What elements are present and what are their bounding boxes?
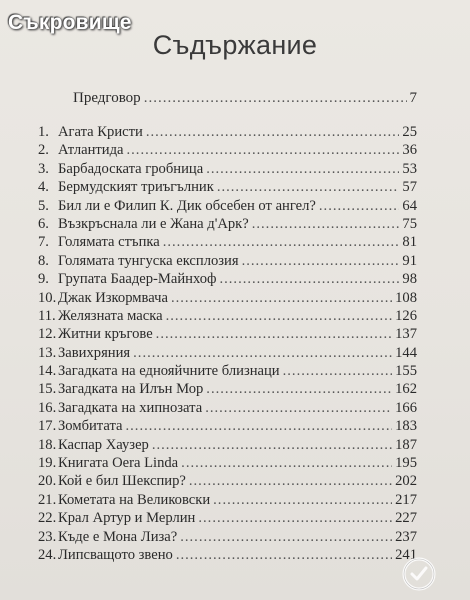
entry-number: 11. <box>38 307 56 324</box>
entry-page: 241 <box>395 546 417 563</box>
dot-leader <box>217 179 400 196</box>
dot-leader <box>127 142 400 159</box>
entry-number: 24. <box>38 546 57 563</box>
entry-title: Крал Артур и Мерлин <box>58 510 196 527</box>
toc-entry <box>38 547 417 565</box>
toc-entry <box>38 510 417 528</box>
dot-leader <box>133 345 392 362</box>
dot-leader <box>152 437 392 454</box>
entry-page: 81 <box>402 234 417 251</box>
toc-entry <box>38 529 417 547</box>
dot-leader <box>181 455 392 472</box>
site-watermark: Съкровище <box>8 11 132 34</box>
dot-leader <box>198 510 392 527</box>
entry-number: 17. <box>38 418 57 435</box>
entry-page: 25 <box>402 124 417 140</box>
toc-entry <box>38 142 417 160</box>
entry-number: 4. <box>38 179 49 196</box>
entry-number: 16. <box>38 399 57 416</box>
entry-page: 195 <box>395 455 417 472</box>
entry-page: 187 <box>395 436 417 453</box>
entry-title: Житни кръгове <box>58 326 153 343</box>
entry-page: 75 <box>402 215 417 232</box>
toc-entry <box>38 418 417 436</box>
entry-number: 20. <box>38 473 57 490</box>
toc-entry <box>38 455 417 473</box>
entry-number: 22. <box>38 510 57 527</box>
entry-page: 98 <box>402 271 417 288</box>
entry-number: 21. <box>38 491 57 508</box>
dot-leader <box>206 161 399 178</box>
entry-title: Групата Баадер-Майнхоф <box>58 271 217 288</box>
entry-title: Кометата на Великовски <box>58 491 211 508</box>
dot-leader <box>156 326 392 343</box>
page-title: Съдържание <box>152 30 318 60</box>
entry-page: 217 <box>395 491 417 508</box>
entry-number: 19. <box>38 455 57 472</box>
entry-number: 8. <box>38 252 49 269</box>
toc-entry <box>38 198 417 216</box>
entry-number: 12. <box>38 326 57 343</box>
entry-number: 23. <box>38 528 57 545</box>
table-of-contents <box>38 124 417 565</box>
toc-entry <box>38 124 417 142</box>
dot-leader <box>146 124 400 141</box>
entry-number: 15. <box>38 381 57 398</box>
dot-leader <box>189 473 392 490</box>
entry-page: 202 <box>395 473 417 490</box>
entry-page: 144 <box>395 344 417 361</box>
entry-title: Голямата тунгуска експлозия <box>58 252 239 269</box>
entry-title: Липсващото звено <box>58 546 173 563</box>
toc-entry <box>38 290 417 308</box>
entry-number: 1. <box>38 124 49 140</box>
entry-title: Къде е Мона Лиза? <box>58 528 178 545</box>
toc-entry <box>38 161 417 179</box>
entry-title: Агата Кристи <box>58 124 143 140</box>
entry-page: 57 <box>402 179 417 196</box>
dot-leader <box>252 216 400 233</box>
entry-number: 14. <box>38 363 57 380</box>
dot-leader <box>219 271 399 288</box>
entry-title: Бил ли е Филип К. Дик обсебен от ангел? <box>58 197 316 214</box>
entry-page: 237 <box>395 528 417 545</box>
dot-leader <box>180 529 392 546</box>
entry-page: 183 <box>395 418 417 435</box>
toc-entry <box>38 234 417 252</box>
toc-entry <box>38 473 417 491</box>
dot-leader <box>166 308 393 325</box>
toc-entry <box>38 326 417 344</box>
dot-leader <box>283 363 392 380</box>
dot-leader <box>205 400 392 417</box>
toc-entry <box>38 363 417 381</box>
toc-entry <box>38 381 417 399</box>
entry-title: Барбадоската гробница <box>58 160 204 177</box>
entry-title: Голямата стъпка <box>58 234 160 251</box>
toc-entry <box>38 400 417 418</box>
toc-entry <box>38 492 417 510</box>
dot-leader <box>176 547 392 564</box>
toc-entry <box>38 345 417 363</box>
entry-page: 64 <box>402 197 417 214</box>
entry-page: 137 <box>395 326 417 343</box>
entry-number: 7. <box>38 234 49 251</box>
entry-page: 53 <box>402 160 417 177</box>
entry-number: 5. <box>38 197 49 214</box>
toc-entry <box>38 253 417 271</box>
entry-page: 162 <box>395 381 417 398</box>
entry-page: 155 <box>395 363 417 380</box>
entry-page: 36 <box>402 142 417 159</box>
entry-title: Зомбитата <box>58 418 123 435</box>
entry-number: 9. <box>38 271 49 288</box>
entry-number: 6. <box>38 215 49 232</box>
entry-number: 10. <box>38 289 57 306</box>
entry-title: Атлантида <box>58 142 124 159</box>
dot-leader <box>144 90 407 107</box>
entry-title: Кой е бил Шекспир? <box>58 473 186 490</box>
preface-label: Предговор <box>73 90 141 106</box>
entry-title: Загадката на хипнозата <box>58 399 203 416</box>
entry-title: Каспар Хаузер <box>58 436 149 453</box>
dot-leader <box>213 492 392 509</box>
entry-title: Загадката на еднояйчните близнаци <box>58 363 280 380</box>
dot-leader <box>171 290 392 307</box>
toc-entry <box>38 437 417 455</box>
dot-leader <box>319 198 400 215</box>
entry-page: 91 <box>402 252 417 269</box>
entry-number: 3. <box>38 160 49 177</box>
entry-page: 108 <box>395 289 417 306</box>
dot-leader <box>163 234 400 251</box>
toc-entry <box>38 308 417 326</box>
entry-page: 166 <box>395 399 417 416</box>
entry-number: 13. <box>38 344 57 361</box>
entry-title: Книгата Oera Linda <box>58 455 179 472</box>
preface-page: 7 <box>409 90 417 106</box>
toc-preface-row <box>73 90 417 108</box>
entry-title: Възкръснала ли е Жана д'Арк? <box>58 215 249 232</box>
entry-title: Завихряния <box>58 344 131 361</box>
entry-title: Джак Изкормвача <box>58 289 168 306</box>
bazar-logo-icon <box>393 554 465 594</box>
entry-page: 126 <box>395 307 417 324</box>
entry-title: Бермудският триъгълник <box>58 179 214 196</box>
dot-leader <box>206 381 392 398</box>
dot-leader <box>242 253 400 270</box>
toc-entry <box>38 179 417 197</box>
entry-title: Загадката на Илън Мор <box>58 381 204 398</box>
entry-title: Желязната маска <box>58 307 163 324</box>
toc-entry <box>38 271 417 289</box>
entry-number: 2. <box>38 142 49 159</box>
toc-entry <box>38 216 417 234</box>
dot-leader <box>126 418 393 435</box>
entry-page: 227 <box>395 510 417 527</box>
entry-number: 18. <box>38 436 57 453</box>
